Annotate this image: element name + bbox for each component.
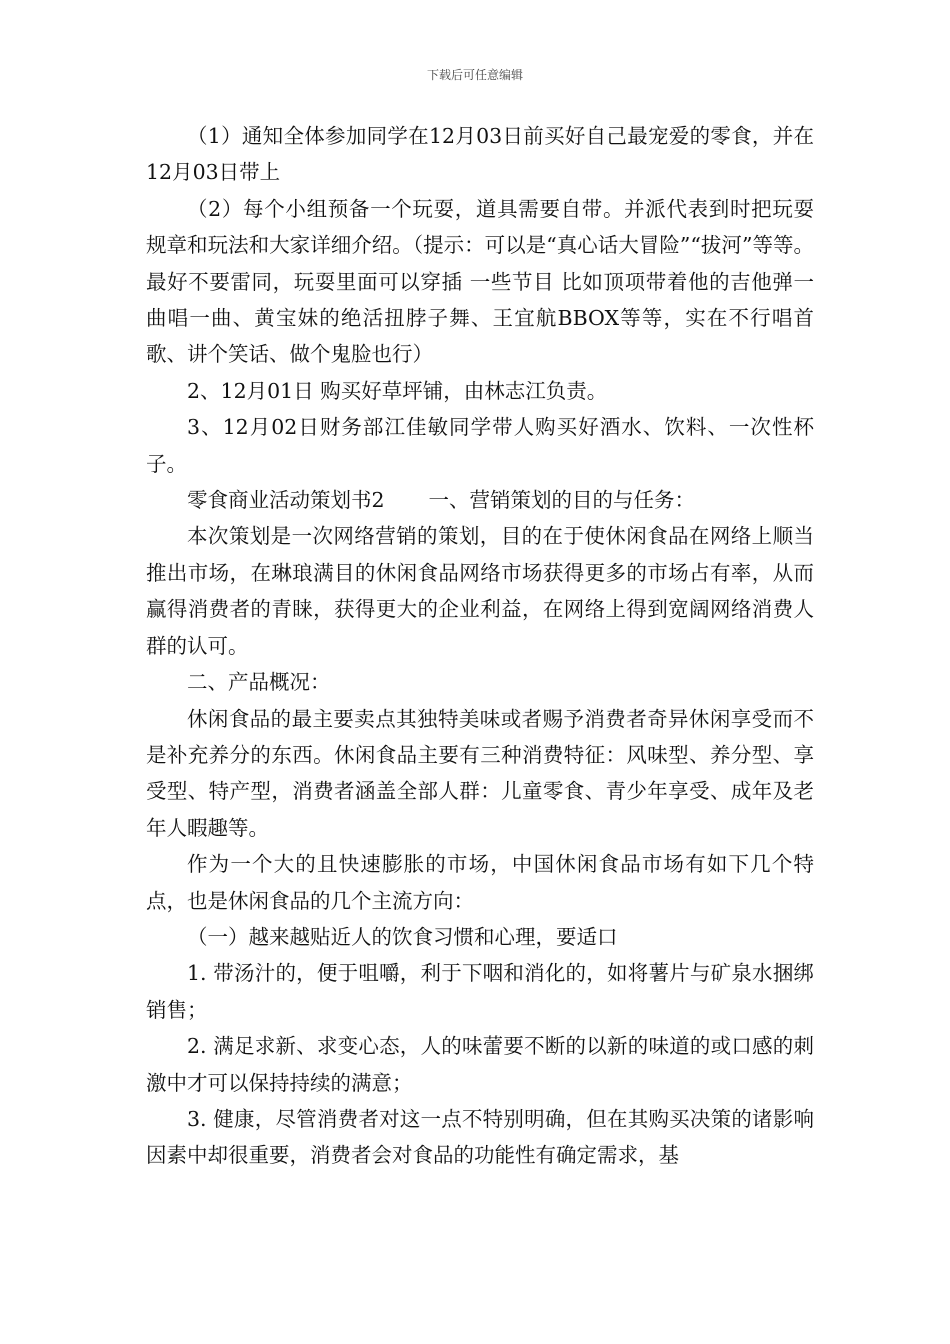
list-item-2: 2. 满足求新、求变心态，人的味蕾要不断的以新的味道的或口感的刺激中才可以保持持续的满意； — [146, 1034, 814, 1095]
paragraph-notice-snacks: （1）通知全体参加同学在12月03日前买好自己最宠爱的零食，并在12月03日带上 — [146, 124, 814, 185]
subheading-eating-habits: （一）越来越贴近人的饮食习惯和心理，要适口 — [187, 924, 618, 949]
paragraph-group-games: （2）每个小组预备一个玩耍，道具需要自带。并派代表到时把玩耍规章和玩法和大家详细介绍。（提示：可以是“真心话大冒险”“拔河”等等。最好不要雷同，玩耍里面可以穿插 一些节目 比如顶项带着他的吉他弹一曲唱一曲、黄宝妹的绝活扭脖子舞、王宜航BBOX等等，实在不行唱首歌、讲个笑话、做个鬼脸也行） — [146, 196, 814, 367]
paragraph-strategy-intro: 本次策划是一次网络营销的策划，目的在于使休闲食品在网络上顺当推出市场，在琳琅满目的休闲食品网络市场获得更多的市场占有率，从而赢得消费者的青睐，获得更大的企业利益，在网络上得到宽阔网络消费人群的认可。 — [146, 524, 814, 658]
list-item-3: 3. 健康，尽管消费者对这一点不特别明确，但在其购买决策的诸影响因素中却很重要，消费者会对食品的功能性有确定需求，基 — [146, 1106, 814, 1168]
paragraph-product-overview: 休闲食品的最主要卖点其独特美味或者赐予消费者奇异休闲享受而不是补充养分的东西。休闲食品主要有三种消费特征：风味型、养分型、享受型、特产型，消费者涵盖全部人群：儿童零食、青少年享受、成年及老年人暇趣等。 — [146, 706, 814, 840]
section-title-line — [146, 482, 814, 518]
paragraph-buy-drinks: 3、12月02日财务部江佳敏同学带人购买好酒水、饮料、一次性杯子。 — [146, 415, 814, 476]
paragraph-market-features: 作为一个大的且快速膨胀的市场，中国休闲食品市场有如下几个特点，也是休闲食品的几个主流方向： — [146, 852, 814, 913]
list-item-1: 1. 带汤汁的，便于咀嚼，利于下咽和消化的，如将薯片与矿泉水捆绑销售； — [146, 961, 814, 1022]
section-heading-product: 二、产品概况： — [187, 670, 331, 695]
document-body — [146, 118, 814, 1174]
document-title: 零食商业活动策划书2 — [187, 488, 385, 513]
section-heading-purpose: 一、营销策划的目的与任务： — [428, 488, 696, 513]
paragraph-buy-mats: 2、12月01日 购买好草坪铺，由林志江负责。 — [187, 378, 608, 403]
page-header: 下载后可任意编辑 — [426, 68, 523, 82]
